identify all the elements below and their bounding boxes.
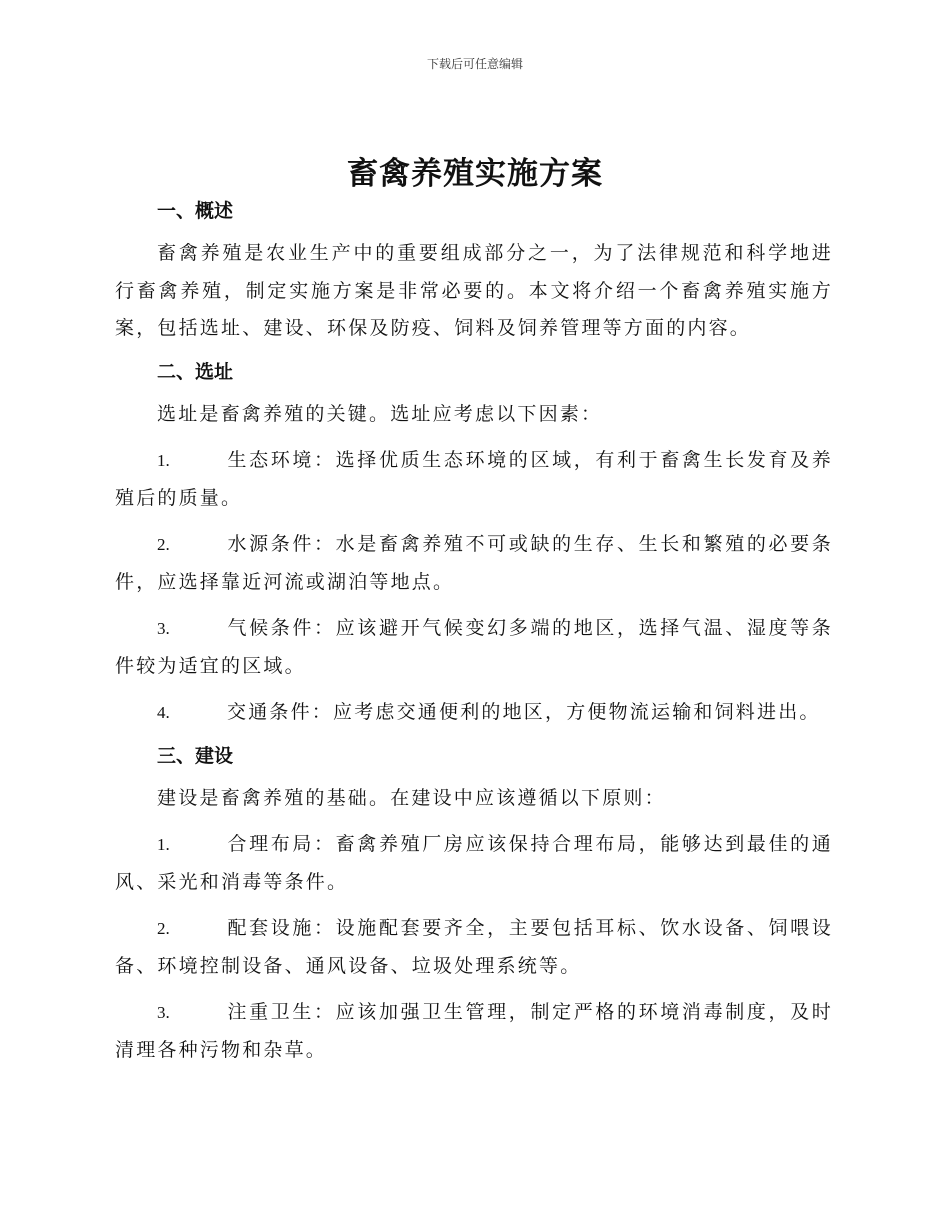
site-item-2 <box>115 526 833 601</box>
list-item-text: 气候条件：应该避开气候变幻多端的地区，选择气温、湿度等条件较为适宜的区域。 <box>115 617 833 677</box>
construction-intro: 建设是畜禽养殖的基础。在建设中应该遵循以下原则： <box>157 786 666 809</box>
list-number: 1. <box>157 451 170 470</box>
document-title: 畜禽养殖实施方案 <box>347 156 603 192</box>
list-item-text: 配套设施：设施配套要齐全，主要包括耳标、饮水设备、饲喂设备、环境控制设备、通风设备、垃圾处理系统等。 <box>115 917 833 977</box>
construction-item-3 <box>115 994 833 1069</box>
list-number: 4. <box>157 703 170 722</box>
section-heading-construction: 三、建设 <box>157 744 234 767</box>
list-number: 1. <box>157 835 170 854</box>
header-note: 下载后可任意编辑 <box>426 57 523 71</box>
list-item-text: 生态环境：选择优质生态环境的区域，有利于畜禽生长发育及养殖后的质量。 <box>115 449 833 509</box>
list-item-text: 水源条件：水是畜禽养殖不可或缺的生存、生长和繁殖的必要条件，应选择靠近河流或湖泊等地点。 <box>115 533 833 593</box>
list-number: 3. <box>157 1003 170 1022</box>
site-intro: 选址是畜禽养殖的关键。选址应考虑以下因素： <box>157 402 603 425</box>
site-item-1 <box>115 442 833 517</box>
section-heading-overview: 一、概述 <box>157 200 234 222</box>
section-heading-site: 二、选址 <box>157 360 234 383</box>
construction-item-1 <box>115 826 833 901</box>
list-item-text: 合理布局：畜禽养殖厂房应该保持合理布局，能够达到最佳的通风、采光和消毒等条件。 <box>115 833 833 893</box>
site-item-4 <box>115 694 833 732</box>
list-number: 3. <box>157 619 170 638</box>
list-number: 2. <box>157 919 170 938</box>
construction-item-2 <box>115 910 833 985</box>
overview-paragraph: 畜禽养殖是农业生产中的重要组成部分之一，为了法律规范和科学地进行畜禽养殖，制定实施方案是非常必要的。本文将介绍一个畜禽养殖实施方案，包括选址、建设、环保及防疫、饲料及饲养管理等方面的内容。 <box>115 242 833 339</box>
list-number: 2. <box>157 535 170 554</box>
list-item-text: 注重卫生：应该加强卫生管理，制定严格的环境消毒制度，及时清理各种污物和杂草。 <box>115 1001 833 1061</box>
site-item-3 <box>115 610 833 685</box>
list-item-text: 交通条件：应考虑交通便利的地区，方便物流运输和饲料进出。 <box>227 701 821 723</box>
document-body <box>115 196 833 1069</box>
